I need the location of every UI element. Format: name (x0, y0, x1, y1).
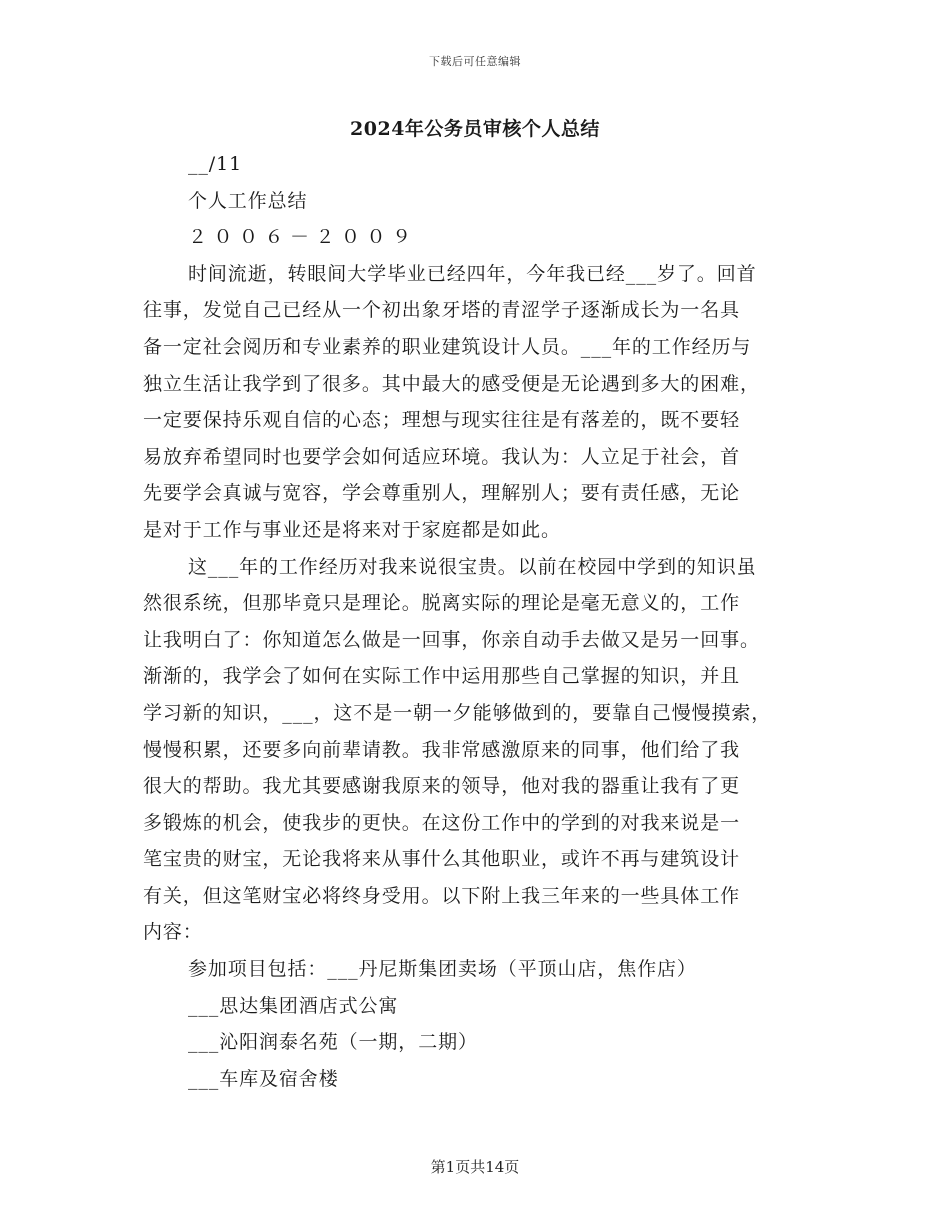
paragraph-line: 学习新的知识，___，这不是一朝一夕能够做到的，要靠自己慢慢摸索， (143, 701, 772, 724)
document-body (143, 146, 815, 1097)
paragraph-line: 备一定社会阅历和专业素养的职业建筑设计人员。___年的工作经历与 (143, 335, 752, 358)
project-list-line: 参加项目包括：___丹尼斯集团卖场（平顶山店，焦作店） (188, 958, 697, 981)
paragraph-line: 笔宝贵的财宝，无论我将来从事什么其他职业，或许不再与建筑设计 (143, 848, 741, 871)
paragraph-line: 很大的帮助。我尤其要感谢我原来的领导，他对我的器重让我有了更 (143, 775, 741, 798)
year-range-line: ２００６－２００９ (188, 226, 418, 249)
date-line: __/11 (188, 153, 243, 175)
paragraph-line: 让我明白了：你知道怎么做是一回事，你亲自动手去做又是另一回事。 (143, 628, 760, 651)
paragraph-line: 往事，发觉自己已经从一个初出象牙塔的青涩学子逐渐成长为一名具 (143, 299, 741, 322)
page-footer: 第1页共14页 (430, 1158, 520, 1176)
paragraph-line: 独立生活让我学到了很多。其中最大的感受便是无论遇到多大的困难， (143, 372, 760, 395)
header-note: 下载后可任意编辑 (429, 55, 521, 68)
paragraph-line: 先要学会真诚与宽容，学会尊重别人，理解别人；要有责任感，无论 (143, 482, 741, 505)
project-list-line: ___思达集团酒店式公寓 (188, 994, 399, 1017)
paragraph-line: 是对于工作与事业还是将来对于家庭都是如此。 (143, 518, 561, 541)
paragraph-line: 这___年的工作经历对我来说很宝贵。以前在校园中学到的知识虽 (188, 555, 757, 578)
paragraph-line: 慢慢积累，还要多向前辈请教。我非常感激原来的同事，他们给了我 (143, 738, 741, 761)
project-list-line: ___车库及宿舍楼 (188, 1067, 339, 1090)
paragraph-line: 内容： (143, 921, 203, 944)
project-list-line: ___沁阳润泰名苑（一期，二期） (188, 1031, 478, 1054)
paragraph-line: 渐渐的，我学会了如何在实际工作中运用那些自己掌握的知识，并且 (143, 665, 741, 688)
paragraph-line: 易放弃希望同时也要学会如何适应环境。我认为：人立足于社会，首 (143, 445, 741, 468)
paragraph-line: 多锻炼的机会，使我步的更快。在这份工作中的学到的对我来说是一 (143, 811, 741, 834)
paragraph-line: 一定要保持乐观自信的心态；理想与现实往往是有落差的，既不要轻 (143, 409, 741, 432)
subtitle-line: 个人工作总结 (188, 189, 308, 212)
paragraph-line: 有关，但这笔财宝必将终身受用。以下附上我三年来的一些具体工作 (143, 884, 741, 907)
paragraph-line: 时间流逝，转眼间大学毕业已经四年，今年我已经___岁了。回首 (188, 262, 757, 285)
paragraph-line: 然很系统，但那毕竟只是理论。脱离实际的理论是毫无意义的，工作 (143, 592, 741, 615)
document-title: 2024年公务员审核个人总结 (350, 118, 600, 140)
